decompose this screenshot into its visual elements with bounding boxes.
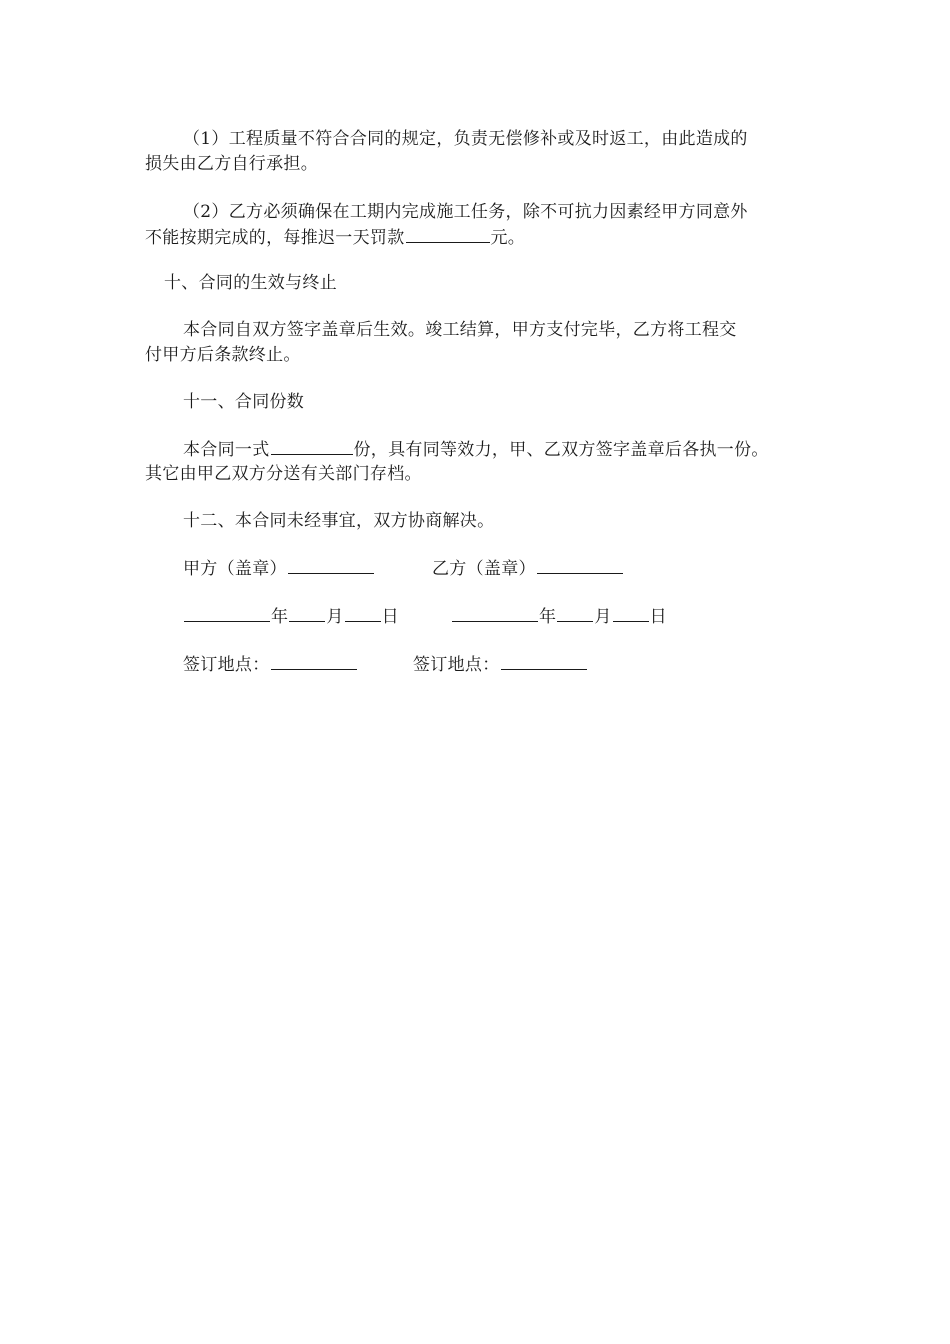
year-label: 年	[539, 607, 557, 627]
party-b-place-line	[413, 652, 588, 677]
penalty-amount-blank[interactable]	[406, 225, 490, 243]
day-label: 日	[649, 607, 667, 627]
party-b-date-line	[451, 604, 667, 629]
penalty-unit: 元。	[490, 228, 526, 248]
party-b-year-blank[interactable]	[452, 604, 538, 622]
clause9-item1-line2: 损失由乙方自行承担。	[145, 154, 318, 174]
party-b-day-blank[interactable]	[613, 604, 649, 622]
clause9-item2-line1: （2）乙方必须确保在工期内完成施工任务，除不可抗力因素经甲方同意外	[183, 202, 748, 222]
place-label: 签订地点：	[413, 655, 500, 675]
party-a-seal-blank[interactable]	[288, 556, 374, 574]
party-a-place-line	[183, 652, 358, 677]
clause11-heading: 十一、合同份数	[183, 392, 305, 412]
party-a-label: 甲方（盖章）	[183, 559, 287, 579]
clause12-heading: 十二、本合同未经事宜，双方协商解决。	[183, 511, 495, 531]
day-label: 日	[381, 607, 399, 627]
party-b-seal-line	[432, 556, 624, 581]
party-a-day-blank[interactable]	[345, 604, 381, 622]
party-a-year-blank[interactable]	[184, 604, 270, 622]
copies-text: 本合同一式	[183, 440, 270, 460]
party-b-seal-blank[interactable]	[537, 556, 623, 574]
clause10-body-line2: 付甲方后条款终止。	[145, 345, 301, 365]
penalty-text: 不能按期完成的，每推迟一天罚款	[145, 228, 405, 248]
party-b-label: 乙方（盖章）	[432, 559, 536, 579]
party-a-month-blank[interactable]	[289, 604, 325, 622]
party-b-place-blank[interactable]	[501, 652, 587, 670]
copies-text-rest: 份，具有同等效力，甲、乙双方签字盖章后各执一份。	[353, 440, 769, 460]
clause10-heading: 十、合同的生效与终止	[164, 273, 337, 293]
month-label: 月	[594, 607, 612, 627]
clause10-body-line1: 本合同自双方签字盖章后生效。竣工结算，甲方支付完毕，乙方将工程交	[183, 320, 737, 340]
party-a-place-blank[interactable]	[271, 652, 357, 670]
party-a-date-line	[183, 604, 399, 629]
clause9-item2-line2	[145, 225, 525, 250]
clause11-body-line1	[183, 437, 769, 462]
party-b-month-blank[interactable]	[557, 604, 593, 622]
month-label: 月	[326, 607, 344, 627]
clause9-item1-line1: （1）工程质量不符合合同的规定，负责无偿修补或及时返工，由此造成的	[183, 129, 748, 149]
copies-count-blank[interactable]	[271, 437, 353, 455]
year-label: 年	[271, 607, 289, 627]
place-label: 签订地点：	[183, 655, 270, 675]
clause11-body-line2: 其它由甲乙双方分送有关部门存档。	[145, 464, 422, 484]
party-a-seal-line	[183, 556, 375, 581]
